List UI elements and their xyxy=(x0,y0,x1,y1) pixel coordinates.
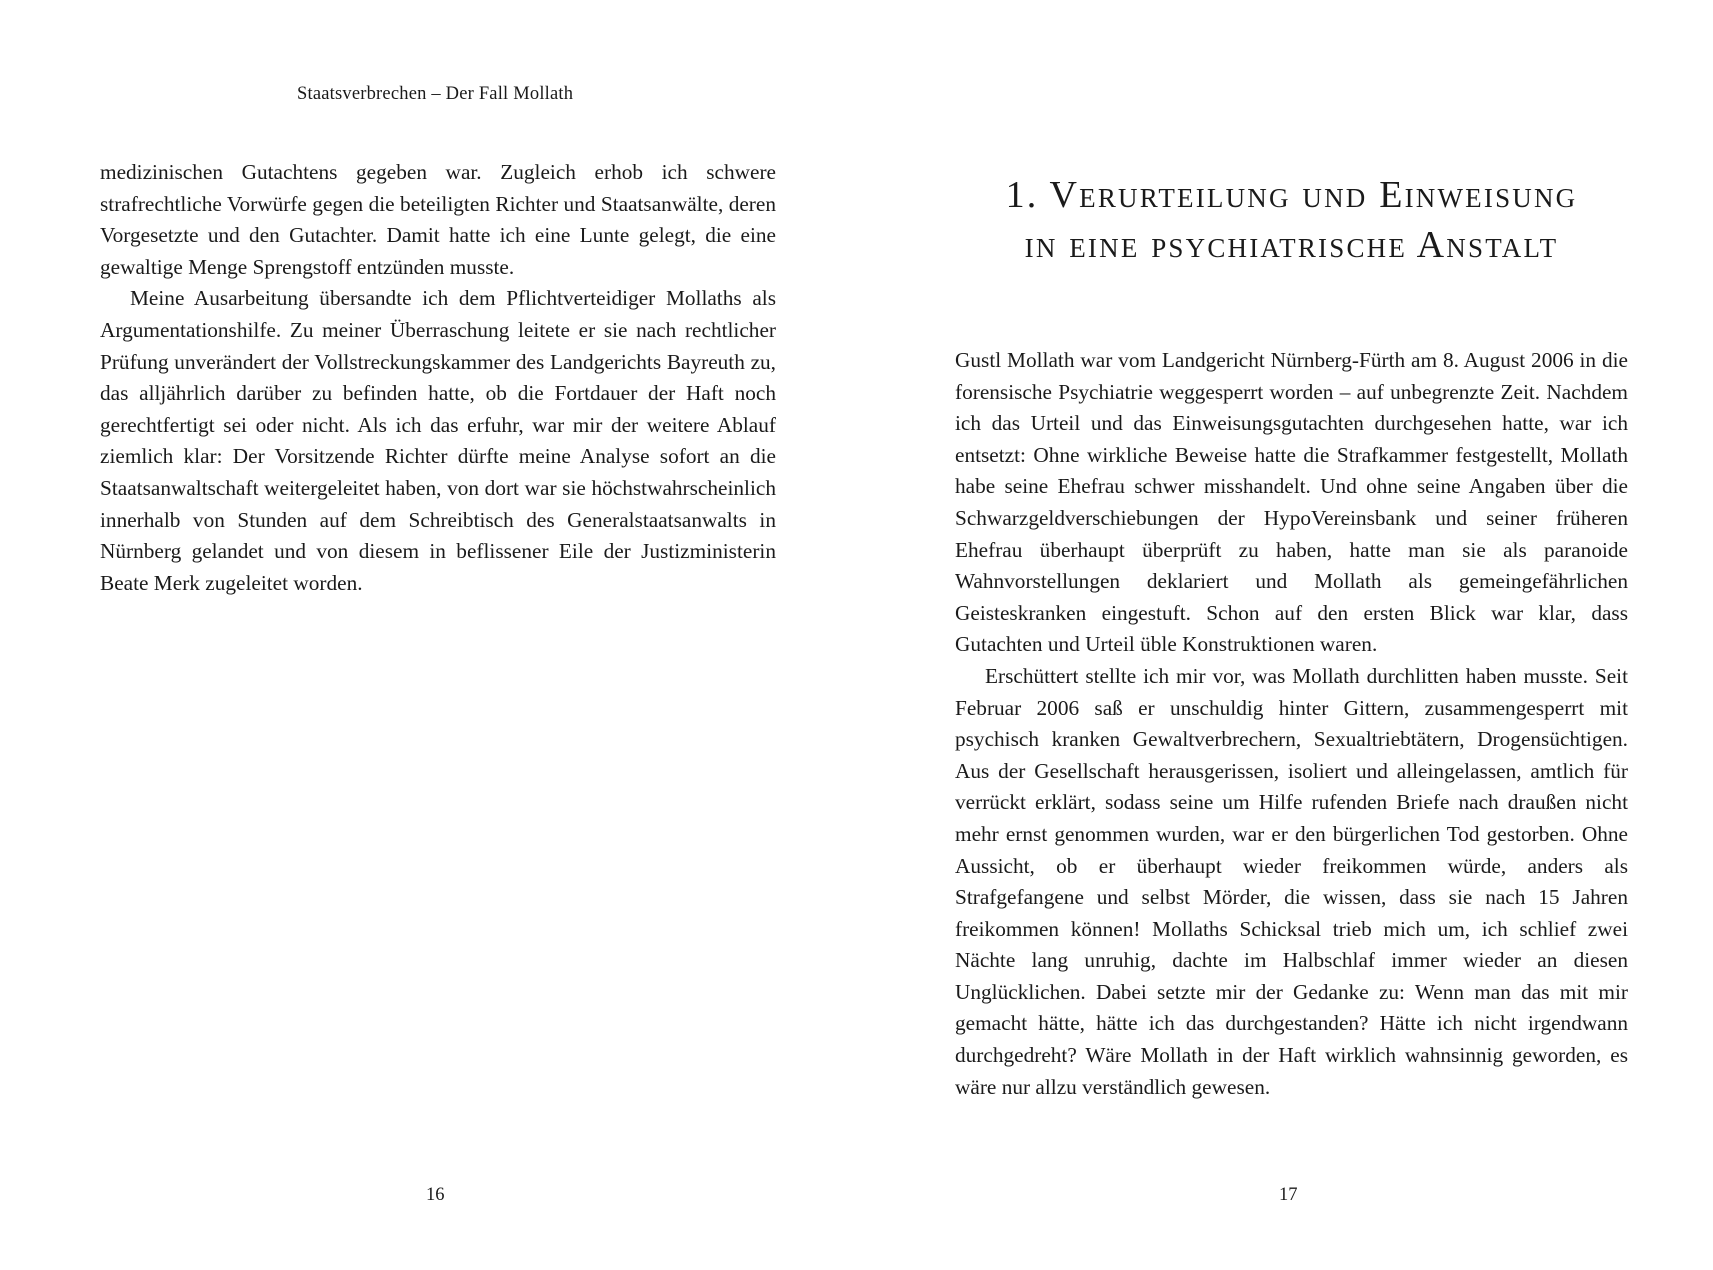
chapter-title xyxy=(955,170,1628,270)
chapter-title-line-1: 1. Verurteilung und Einweisung xyxy=(1005,174,1578,216)
running-head: Staatsverbrechen – Der Fall Mollath xyxy=(297,84,574,104)
chapter-title-line-2: in eine psychiatrische Anstalt xyxy=(1024,224,1559,266)
paragraph: Erschüttert stellte ich mir vor, was Mollath durchlitten haben musste. Seit Februar 2006 saß er unschuldig hinter Gittern, zusammengesperrt mit psychisch kranken Gewaltverbrechern, Sexualtriebtätern, Drogensüchtigen. Aus der Gesellschaft herausgerissen, isoliert und alleingelassen, amtlich für verrückt erklärt, sodass seine um Hilfe rufenden Briefe nach draußen nicht mehr ernst genommen wurden, war er den bürgerlichen Tod gestorben. Ohne Aussicht, ob er überhaupt wieder freikommen würde, anders als Strafgefangene und selbst Mörder, die wissen, dass sie nach 15 Jahren freikommen können! Mollaths Schicksal trieb mich um, ich schlief zwei Nächte lang unruhig, dachte im Halbschlaf immer wieder an diesen Unglücklichen. Dabei setzte mir der Gedanke zu: Wenn man das mit mir gemacht hätte, hätte ich das durchgestanden? Hätte ich nicht irgendwann durchgedreht? Wäre Mollath in der Haft wirklich wahnsinnig geworden, es wäre nur allzu verständlich gewesen. xyxy=(955,663,1628,1099)
right-page xyxy=(955,0,1628,1270)
left-page xyxy=(100,0,776,1270)
paragraph: Meine Ausarbeitung übersandte ich dem Pflichtverteidiger Mollaths als Argumentationshilfe. Zu meiner Überraschung leitete er sie nach rechtlicher Prüfung unverändert der Vollstreckungskammer des Landgerichts Bayreuth zu, das alljährlich darüber zu befinden hatte, ob die Fortdauer der Haft noch gerechtfertigt sei oder nicht. Als ich das erfuhr, war mir der weitere Ablauf ziemlich klar: Der Vorsitzende Richter dürfte meine Analyse sofort an die Staatsanwaltschaft weitergeleitet haben, von dort war sie höchstwahrscheinlich innerhalb von Stunden auf dem Schreibtisch des Generalstaatsanwalts in Nürnberg gelandet und von diesem in beflissener Eile der Justizministerin Beate Merk zugeleitet worden. xyxy=(100,286,776,595)
paragraph: medizinischen Gutachtens gegeben war. Zugleich erhob ich schwere strafrechtliche Vorwürfe gegen die beteiligten Richter und Staatsanwälte, deren Vorgesetzte und den Gutachter. Damit hatte ich eine Lunte gelegt, die eine gewaltige Menge Sprengstoff entzünden musste. xyxy=(100,160,776,279)
paragraph: Gustl Mollath war vom Landgericht Nürnberg-Fürth am 8. August 2006 in die forensische Psychiatrie weggesperrt worden – auf unbegrenzte Zeit. Nachdem ich das Urteil und das Einweisungsgutachten durchgesehen hatte, war ich entsetzt: Ohne wirkliche Beweise hatte die Strafkammer festgestellt, Mollath habe seine Ehefrau schwer misshandelt. Und ohne seine Angaben über die Schwarzgeldverschiebungen der HypoVereinsbank und seiner früheren Ehefrau überhaupt überprüft zu haben, hatte man sie als paranoide Wahnvorstellungen deklariert und Mollath als gemeingefährlichen Geisteskranken eingestuft. Schon auf den ersten Blick war klar, dass Gutachten und Urteil üble Konstruktionen waren. xyxy=(955,348,1628,657)
left-page-body xyxy=(100,157,776,599)
right-page-body xyxy=(955,345,1628,1103)
page-number: 17 xyxy=(1279,1185,1298,1205)
page-number: 16 xyxy=(426,1185,445,1205)
